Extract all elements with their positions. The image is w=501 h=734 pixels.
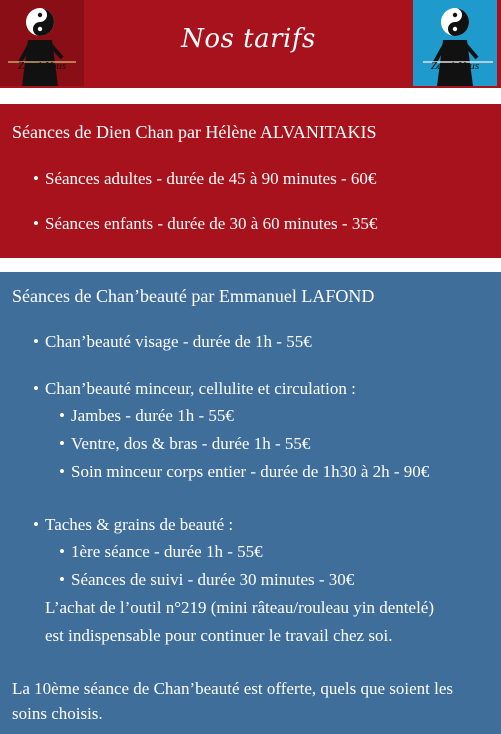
page-header <box>0 0 501 88</box>
sub-list-item: • Ventre, dos & bras - durée 1h - 55€ <box>71 434 310 454</box>
dien-chan-section <box>0 104 501 258</box>
offer-text: soins choisis. <box>12 704 103 723</box>
offer-text: La 10ème séance de Chan’beauté est offerte, quels que soient les <box>12 679 454 698</box>
logo-left-text: Zen à Vous <box>17 60 67 72</box>
yin-yang-icon <box>0 0 84 86</box>
zen-a-vous-logo-right <box>413 0 497 86</box>
yin-yang-icon <box>413 0 497 86</box>
sub-list-item: • Séances de suivi - durée 30 minutes - 30€ <box>71 570 354 590</box>
list-item: • Séances adultes - durée de 45 à 90 minutes - 60€ <box>45 169 376 189</box>
tool-note: est indispensable pour continuer le travail chez soi. <box>45 626 393 645</box>
list-item: • Séances enfants - durée de 30 à 60 minutes - 35€ <box>45 214 377 234</box>
chanbeaute-section <box>0 272 501 734</box>
section-heading: Séances de Chan’beauté par Emmanuel LAFOND <box>12 286 375 306</box>
section-heading: Séances de Dien Chan par Hélène ALVANITAKIS <box>12 122 377 142</box>
list-item: • Taches & grains de beauté : <box>45 515 233 535</box>
sub-list-item: • Jambes - durée 1h - 55€ <box>71 406 234 426</box>
page-title: Nos tarifs <box>181 24 316 54</box>
sub-list-item: • 1ère séance - durée 1h - 55€ <box>71 542 263 562</box>
sub-list-item: • Soin minceur corps entier - durée de 1h30 à 2h - 90€ <box>71 462 429 482</box>
zen-a-vous-logo-left <box>0 0 84 86</box>
logo-right-text: Zen à Vous <box>430 60 480 72</box>
list-item: • Chan’beauté visage - durée de 1h - 55€ <box>45 332 312 352</box>
list-item: • Chan’beauté minceur, cellulite et circulation : <box>45 379 356 399</box>
tool-note: L’achat de l’outil n°219 (mini râteau/rouleau yin dentelé) <box>45 598 435 617</box>
